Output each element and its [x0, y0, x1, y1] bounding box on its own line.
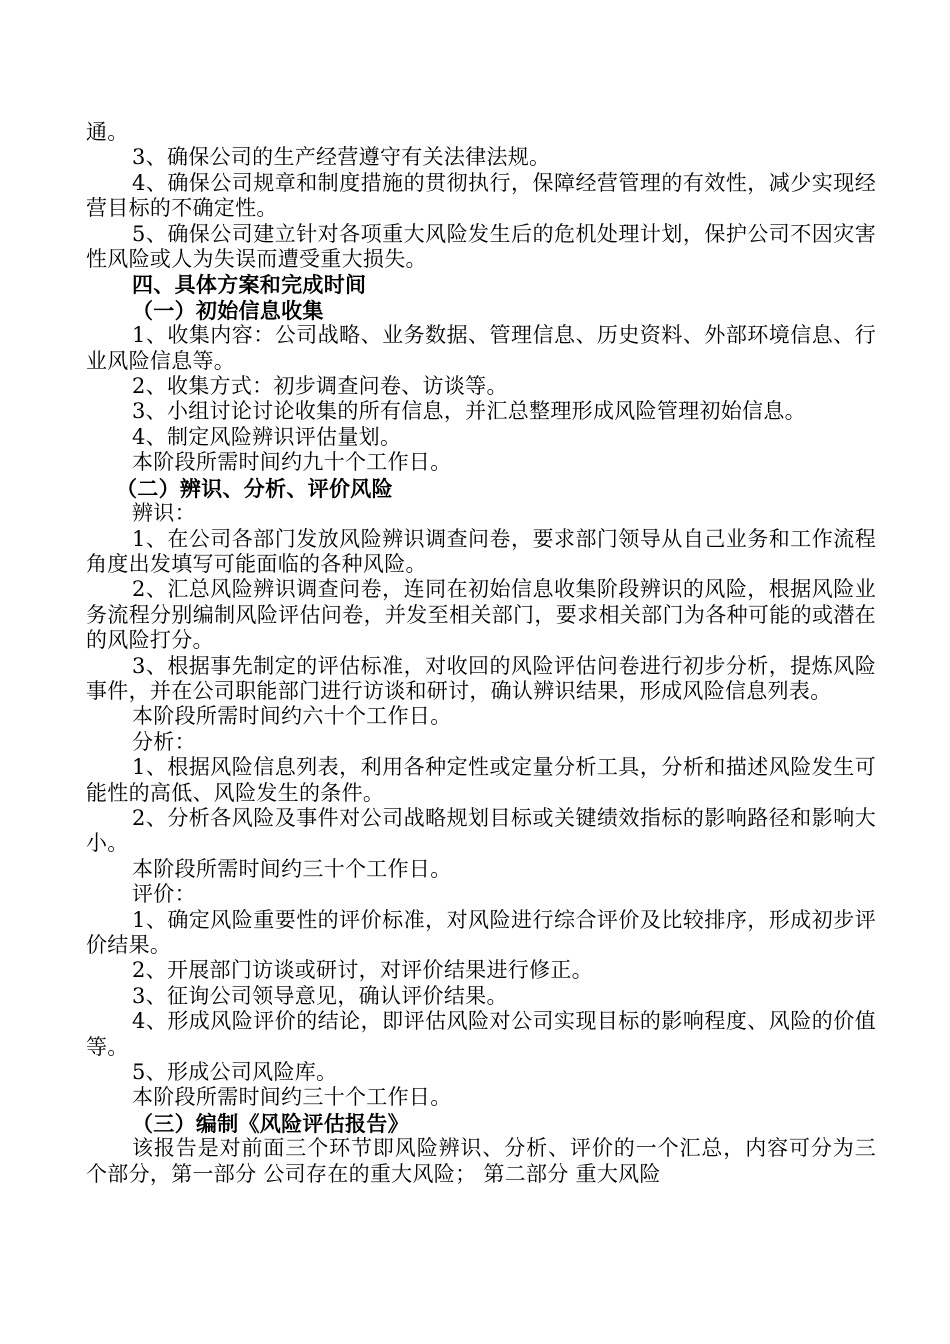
- paragraph: 2、开展部门访谈或研讨，对评价结果进行修正。: [132, 958, 593, 983]
- paragraph: 通。: [86, 120, 129, 144]
- paragraph: 2、分析各风险及事件对公司战略规划目标或关键绩效指标的影响路径和影响大小。: [86, 805, 876, 856]
- paragraph: 本阶段所需时间约九十个工作日。: [132, 450, 452, 475]
- paragraph: 1、确定风险重要性的评价标准，对风险进行综合评价及比较排序，形成初步评价结果。: [86, 907, 876, 957]
- paragraph: 4、确保公司规章和制度措施的贯彻执行，保障经营管理的有效性，减少实现经营目标的不确定性。: [86, 170, 876, 221]
- paragraph: 5、形成公司风险库。: [132, 1060, 338, 1085]
- paragraph: 3、征询公司领导意见，确认评价结果。: [132, 983, 508, 1008]
- paragraph: 4、形成风险评价的结论，即评估风险对公司实现目标的影响程度、风险的价值等。: [86, 1009, 876, 1059]
- paragraph: 3、根据事先制定的评估标准，对收回的风险评估问卷进行初步分析，提炼风险事件，并在公司职能部门进行访谈和研讨，确认辨识结果，形成风险信息列表。: [86, 653, 876, 703]
- paragraph: 该报告是对前面三个环节即风险辨识、分析、评价的一个汇总，内容可分为三个部分，第一部分 公司存在的重大风险； 第二部分 重大风险: [86, 1136, 876, 1186]
- paragraph: 1、收集内容：公司战略、业务数据、管理信息、历史资料、外部环境信息、行业风险信息等。: [86, 323, 876, 373]
- section-heading: 四、具体方案和完成时间: [132, 272, 367, 298]
- paragraph: 本阶段所需时间约六十个工作日。: [132, 704, 452, 729]
- paragraph: 5、确保公司建立针对各项重大风险发生后的危机处理计划，保护公司不因灾害性风险或人为失误而遭受重大损失。: [86, 221, 876, 272]
- paragraph: 本阶段所需时间约三十个工作日。: [132, 856, 452, 881]
- paragraph: 4、制定风险辨识评估量划。: [132, 424, 402, 449]
- document-page: [86, 120, 876, 1187]
- paragraph: 评价：: [132, 882, 196, 907]
- paragraph: 辨识：: [132, 501, 196, 526]
- paragraph: 1、根据风险信息列表，利用各种定性或定量分析工具，分析和描述风险发生可能性的高低、风险发生的条件。: [86, 755, 876, 805]
- paragraph: 3、确保公司的生产经营遵守有关法律法规。: [132, 145, 551, 170]
- subsection-heading: （二）辨识、分析、评价风险: [116, 475, 393, 501]
- paragraph: 1、在公司各部门发放风险辨识调查问卷，要求部门领导从自己业务和工作流程角度出发填写可能面临的各种风险。: [86, 526, 876, 576]
- paragraph: 3、小组讨论讨论收集的所有信息，并汇总整理形成风险管理初始信息。: [132, 399, 806, 424]
- subsection-heading: （三）编制《风险评估报告》: [132, 1110, 409, 1136]
- subsection-heading: （一）初始信息收集: [132, 297, 324, 323]
- paragraph: 2、收集方式：初步调查问卷、访谈等。: [132, 374, 508, 399]
- paragraph: 分析：: [132, 729, 196, 754]
- paragraph: 本阶段所需时间约三十个工作日。: [132, 1085, 452, 1110]
- paragraph: 2、汇总风险辨识调查问卷，连同在初始信息收集阶段辨识的风险，根据风险业务流程分别编制风险评估问卷，并发至相关部门，要求相关部门为各种可能的或潜在的风险打分。: [86, 577, 876, 653]
